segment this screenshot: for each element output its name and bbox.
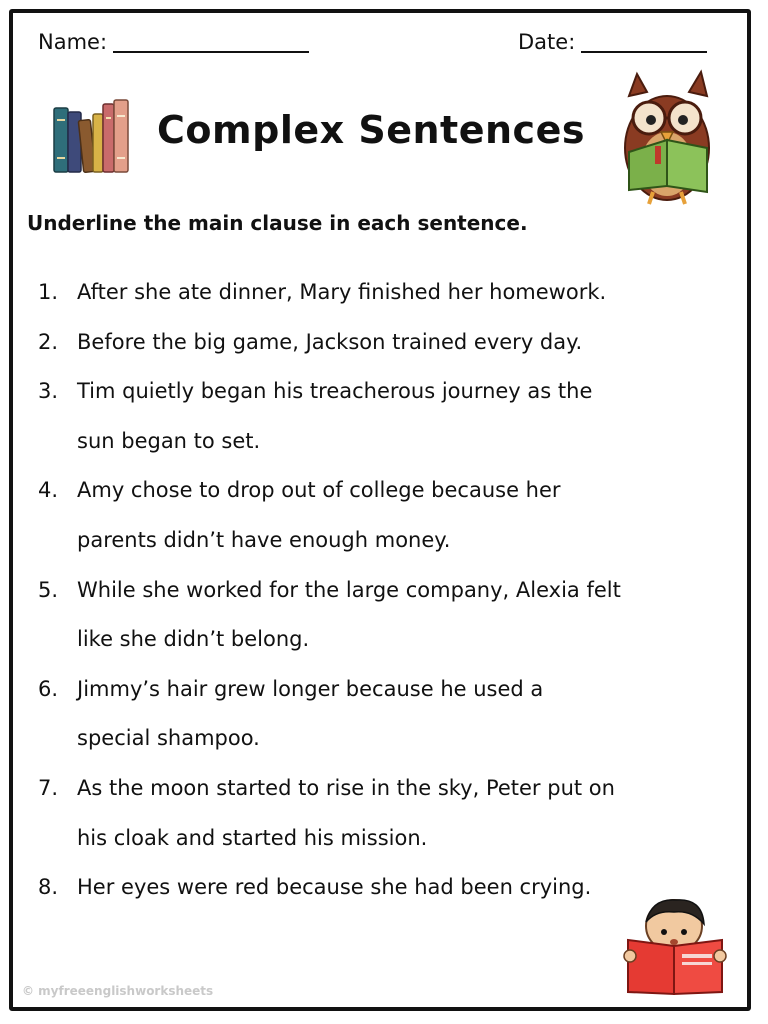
question-text[interactable]: [77, 466, 737, 565]
question-item: [0, 318, 740, 368]
question-text[interactable]: [77, 268, 737, 318]
question-text[interactable]: [77, 665, 737, 764]
question-text[interactable]: [77, 367, 737, 466]
question-number: 4.: [38, 478, 59, 503]
question-item: [0, 268, 740, 318]
question-list: [0, 268, 740, 913]
question-text[interactable]: [77, 764, 737, 863]
question-text-line: Tim quietly began his treacherous journey as the: [77, 379, 593, 404]
question-item: [0, 367, 740, 466]
question-number: 7.: [38, 775, 59, 800]
question-number: 5.: [38, 577, 59, 602]
page-title: Complex Sentences: [157, 108, 585, 152]
question-number: 6.: [38, 676, 59, 701]
question-text-line: As the moon started to rise in the sky, Peter put on: [77, 775, 615, 800]
question-number: 1.: [38, 280, 59, 304]
instruction-text: Underline the main clause in each sentence.: [27, 211, 528, 235]
question-text-line: sun began to set.: [77, 428, 261, 453]
question-text-line: Jimmy’s hair grew longer because he used a: [77, 676, 544, 701]
question-text[interactable]: [77, 318, 737, 368]
date-field: [518, 30, 707, 54]
question-text-line: Before the big game, Jackson trained every day.: [77, 329, 583, 354]
question-text-line: like she didn’t belong.: [77, 627, 310, 652]
owl-reading-icon: [615, 66, 725, 210]
date-blank-line[interactable]: [581, 31, 707, 53]
question-text-line: parents didn’t have enough money.: [77, 527, 451, 552]
question-text-line: After she ate dinner, Mary finished her homework.: [77, 280, 607, 304]
question-text-line: his cloak and started his mission.: [77, 825, 428, 850]
name-blank-line[interactable]: [113, 31, 309, 53]
question-number: 2.: [38, 329, 59, 354]
question-number: 8.: [38, 875, 59, 900]
question-number: 3.: [38, 379, 59, 404]
question-item: [0, 764, 740, 863]
watermark-text: © myfreeenglishworksheets: [22, 984, 214, 998]
date-label: Date:: [518, 30, 576, 54]
child-reading-icon: [622, 896, 732, 996]
question-text-line: special shampoo.: [77, 726, 260, 751]
question-item: [0, 665, 740, 764]
question-item: [0, 566, 740, 665]
question-text-line: While she worked for the large company, Alexia felt: [77, 577, 621, 602]
question-text-line: Her eyes were red because she had been crying.: [77, 875, 592, 900]
name-field: [38, 30, 309, 54]
name-label: Name:: [38, 30, 108, 54]
question-text-line: Amy chose to drop out of college because her: [77, 478, 561, 503]
question-item: [0, 466, 740, 565]
question-text[interactable]: [77, 566, 737, 665]
